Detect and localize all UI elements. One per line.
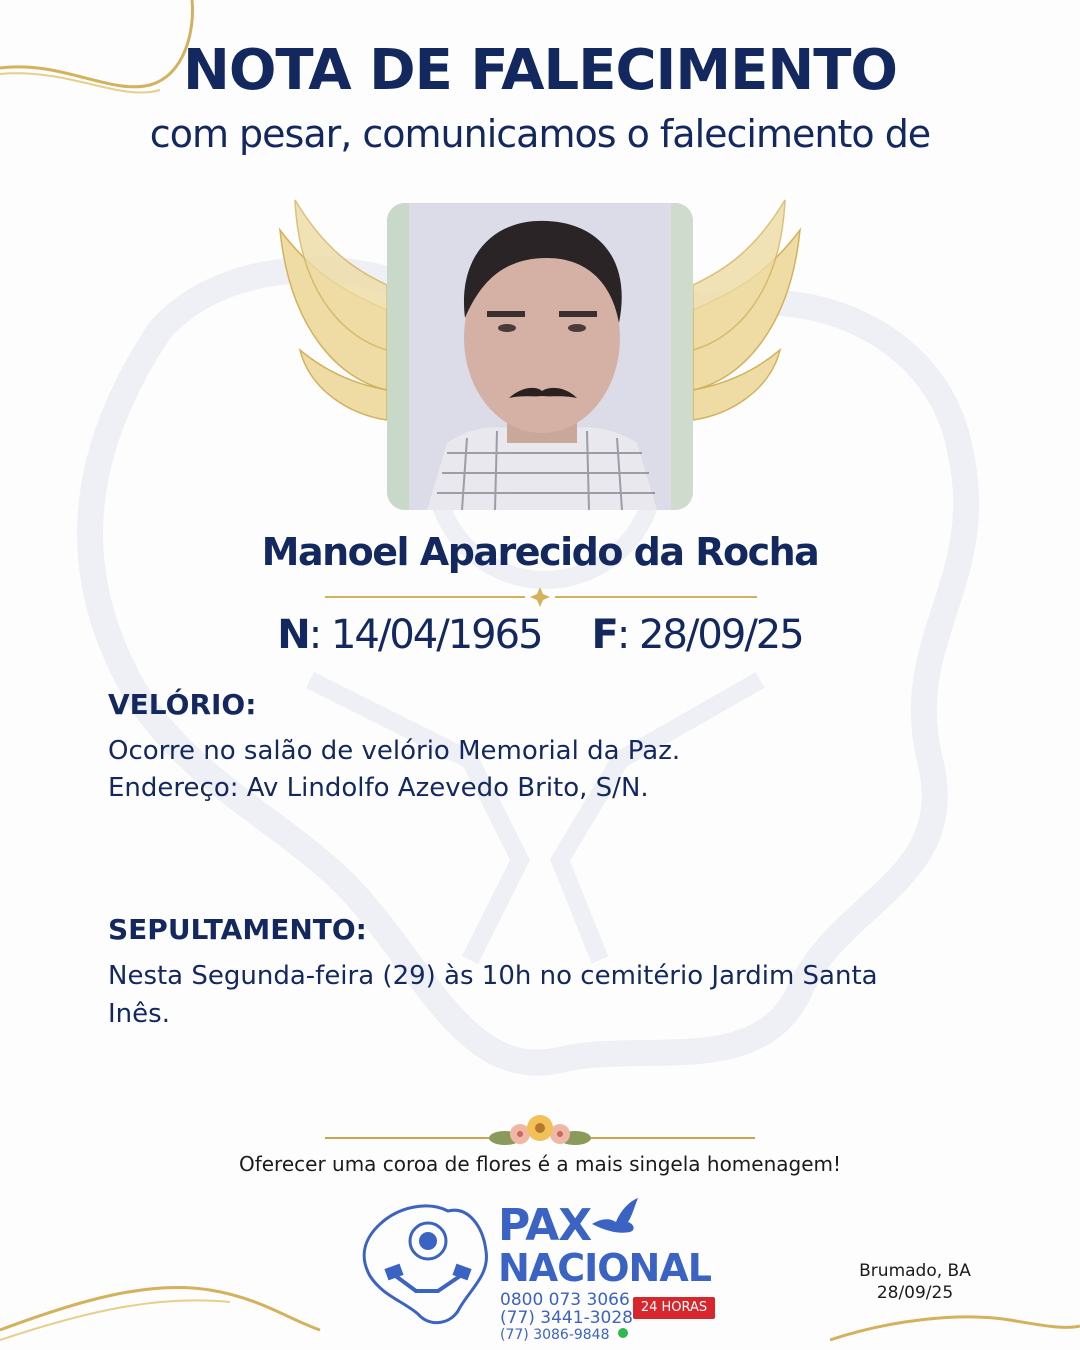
phone-whatsapp: (77) 3086-9848 <box>500 1327 610 1343</box>
city-label: Brumado, BA <box>859 1261 971 1281</box>
issue-date: 28/09/25 <box>876 1283 954 1303</box>
brazil-map-logo-icon <box>358 1196 492 1330</box>
death-date: 28/09/25 <box>639 612 803 658</box>
gold-divider <box>325 586 757 608</box>
deceased-photo <box>387 203 693 510</box>
phone-tollfree: 0800 073 3066 <box>500 1290 630 1310</box>
birth-date: 14/04/1965 <box>330 612 542 658</box>
sepultamento-text: Nesta Segunda-feira (29) às 10h no cemitério Jardim Santa Inês. <box>108 961 878 1029</box>
birth-label: N <box>277 612 309 658</box>
brand-name-line-2: NACIONAL <box>498 1246 711 1290</box>
brand-name-line-1: PAX <box>498 1200 592 1251</box>
tagline: Oferecer uma coroa de flores é a mais singela homenagem! <box>238 1152 842 1176</box>
deceased-name: Manoel Aparecido da Rocha <box>261 530 819 574</box>
death-label: F <box>591 612 617 658</box>
flower-ornament-icon <box>325 1108 755 1154</box>
velorio-line-2: Endereço: Av Lindolfo Azevedo Brito, S/N. <box>108 773 649 803</box>
gold-swoosh-bottom-left <box>0 1270 330 1350</box>
dove-icon <box>590 1196 640 1236</box>
velorio-title: VELÓRIO: <box>108 688 257 721</box>
phone-landline: (77) 3441-3028 <box>500 1308 633 1328</box>
sepultamento-title: SEPULTAMENTO: <box>108 913 367 946</box>
velorio-line-1: Ocorre no salão de velório Memorial da Paz. <box>108 736 681 766</box>
gold-swoosh-bottom-right <box>830 1300 1080 1350</box>
star-icon <box>530 587 550 607</box>
city-date-block <box>840 1260 990 1304</box>
whatsapp-icon <box>618 1328 628 1338</box>
page-title: NOTA DE FALECIMENTO <box>182 38 898 103</box>
page-subtitle: com pesar, comunicamos o falecimento de <box>149 112 931 156</box>
24h-badge: 24 HORAS <box>633 1297 715 1319</box>
dates-row: N: 14/04/1965 F: 28/09/25 <box>277 612 803 658</box>
